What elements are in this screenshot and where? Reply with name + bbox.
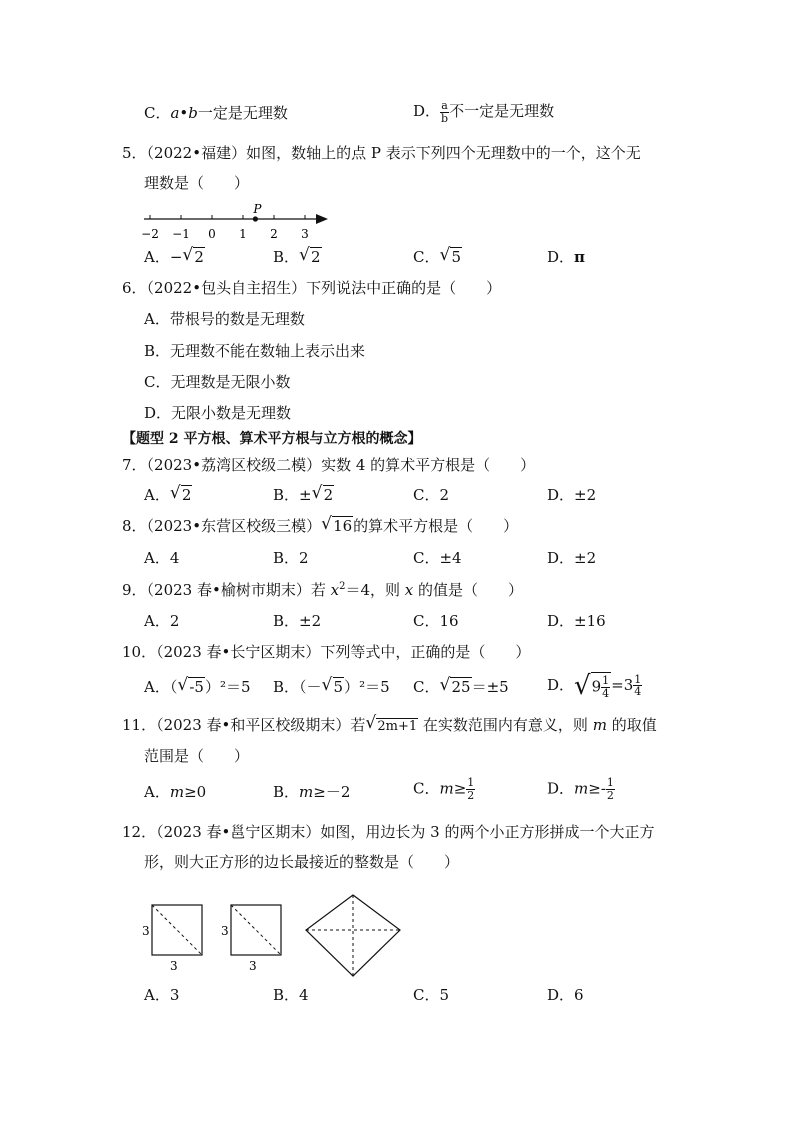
q12-option-b[interactable]: B．4 [273, 986, 309, 1004]
q11-option-a[interactable]: A．m≥0 [144, 783, 207, 801]
q9-option-a[interactable]: A．2 [144, 612, 180, 630]
q9-option-c[interactable]: C．16 [413, 612, 459, 630]
q5-option-c[interactable]: C． √ 5 [413, 245, 462, 266]
q12-stem-line1: 12．（2023 春•邕宁区期末）如图，用边长为 3 的两个小正方形拼成一个大正方 [122, 823, 655, 841]
q10-opt-d-frac2: $\frac{1}{4}$ [634, 672, 642, 699]
q8-option-d[interactable]: D．±2 [547, 549, 597, 567]
q7-opt-a-sqrt: √ 2 [169, 483, 192, 504]
q10-opt-b-sqrt: √ 5 [321, 675, 344, 696]
q6-option-c[interactable]: C．无理数是无限小数 [144, 373, 291, 391]
q5-stem-line1: 5．（2022•福建）如图，数轴上的点 P 表示下列四个无理数中的一个，这个无 [122, 144, 641, 162]
q5-point-label: P [253, 202, 262, 216]
q4-opt-c-expr: a•b [170, 104, 198, 122]
q6-option-b[interactable]: B．无理数不能在数轴上表示出来 [144, 342, 366, 360]
q5-tick-label: −2 [141, 227, 159, 241]
q10-option-b[interactable]: B．（－ √ 5）²＝5 [273, 675, 390, 696]
q5-axis-arrow [316, 214, 328, 224]
q12-stem-line2: 形，则大正方形的边长最接近的整数是（ ） [144, 853, 460, 871]
q5-stem-line2: 理数是（ ） [144, 174, 250, 192]
q11-option-b[interactable]: B．m≥－2 [273, 783, 351, 801]
q12-label-bottom-2: 3 [249, 959, 257, 973]
q4-option-d[interactable]: D． $\frac{a}{b}$ 不一定是无理数 [413, 99, 555, 125]
q10-opt-d-frac1: $\frac{1}{4}$ [602, 674, 610, 700]
q12-diagonal-1 [152, 905, 202, 955]
q9-option-b[interactable]: B．±2 [273, 612, 322, 630]
q10-stem: 10．（2023 春•长宁区期末）下列等式中，正确的是（ ） [122, 643, 531, 661]
q4-option-c[interactable]: C．a•b一定是无理数 [144, 104, 288, 122]
q7-option-c[interactable]: C．2 [413, 486, 450, 504]
q5-tick-label: −1 [172, 227, 190, 241]
q11-opt-d-frac: $\frac{1}{2}$ [606, 776, 614, 802]
q12-label-bottom-1: 3 [170, 959, 178, 973]
q11-option-d[interactable]: D．m≥- $\frac{1}{2}$ [547, 776, 614, 802]
q11-option-c[interactable]: C．m≥ $\frac{1}{2}$ [413, 776, 475, 802]
q5-opt-c-sqrt: √ 5 [439, 245, 462, 266]
q5-tick-label: 2 [270, 227, 278, 241]
q10-option-c[interactable]: C． √ 25＝±5 [413, 675, 509, 696]
q5-option-d[interactable]: D．π [547, 248, 586, 266]
q8-option-b[interactable]: B．2 [273, 549, 309, 567]
q10-option-d[interactable]: D．√9 $\frac{1}{4}$ =3 $\frac{1}{4}$ [547, 670, 642, 701]
q4-opt-d-fraction: $\frac{a}{b}$ [441, 99, 449, 125]
q7-option-b[interactable]: B．± √ 2 [273, 483, 334, 504]
q5-point-p [253, 216, 258, 221]
q12-label-side-2: 3 [221, 924, 229, 938]
q12-label-side-1: 3 [142, 924, 150, 938]
q5-opt-b-sqrt: √ 2 [299, 245, 321, 266]
q10-option-a[interactable]: A．（ √ -5）²＝5 [144, 675, 251, 696]
q11-sqrt: √ 2m+1 [365, 713, 418, 734]
q5-option-b[interactable]: B． √ 2 [273, 245, 321, 266]
q12-figure [136, 893, 416, 983]
section-title: 【题型 2 平方根、算术平方根与立方根的概念】 [122, 431, 422, 447]
q12-option-c[interactable]: C．5 [413, 986, 450, 1004]
q9-option-d[interactable]: D．±16 [547, 612, 606, 630]
q8-option-a[interactable]: A．4 [144, 549, 180, 567]
q12-diagonal-2 [231, 905, 281, 955]
q5-tick-label: 0 [208, 227, 216, 241]
q5-tick-label: 3 [301, 227, 309, 241]
q5-tick-label: 1 [239, 227, 247, 241]
q10-opt-a-sqrt: √ -5 [177, 675, 204, 696]
q5-opt-a-sqrt: √ 2 [182, 245, 204, 266]
q12-option-d[interactable]: D．6 [547, 986, 584, 1004]
q7-stem: 7．（2023•荔湾区校级二模）实数 4 的算术平方根是（ ） [122, 456, 536, 474]
q10-opt-c-sqrt: √ 25 [439, 675, 471, 696]
q12-option-a[interactable]: A．3 [144, 986, 180, 1004]
q8-option-c[interactable]: C．±4 [413, 549, 462, 567]
q7-option-d[interactable]: D．±2 [547, 486, 597, 504]
q5-number-line [140, 198, 340, 244]
q5-option-a[interactable]: A．− √ 2 [144, 245, 204, 266]
q7-opt-b-sqrt: √ 2 [311, 483, 334, 504]
q6-option-a[interactable]: A．带根号的数是无理数 [144, 310, 305, 328]
q11-stem-line1: 11．（2023 春•和平区校级期末）若 √ 2m+1 在实数范围内有意义，则 m 的取值 [122, 713, 657, 734]
q7-option-a[interactable]: A． √ 2 [144, 483, 192, 504]
q11-opt-c-frac: $\frac{1}{2}$ [467, 776, 475, 802]
q8-stem: 8．（2023•东营区校级三模） √ 16的算术平方根是（ ） [122, 514, 519, 535]
q11-stem-line2: 范围是（ ） [144, 747, 250, 765]
q9-stem: 9．（2023 春•榆树市期末）若 $x^2=4$，则 x 的值是（ ） [122, 581, 524, 599]
q6-stem: 6．（2022•包头自主招生）下列说法中正确的是（ ） [122, 279, 502, 297]
q6-option-d[interactable]: D．无限小数是无理数 [144, 404, 292, 422]
q8-sqrt: √ 16 [321, 514, 353, 535]
